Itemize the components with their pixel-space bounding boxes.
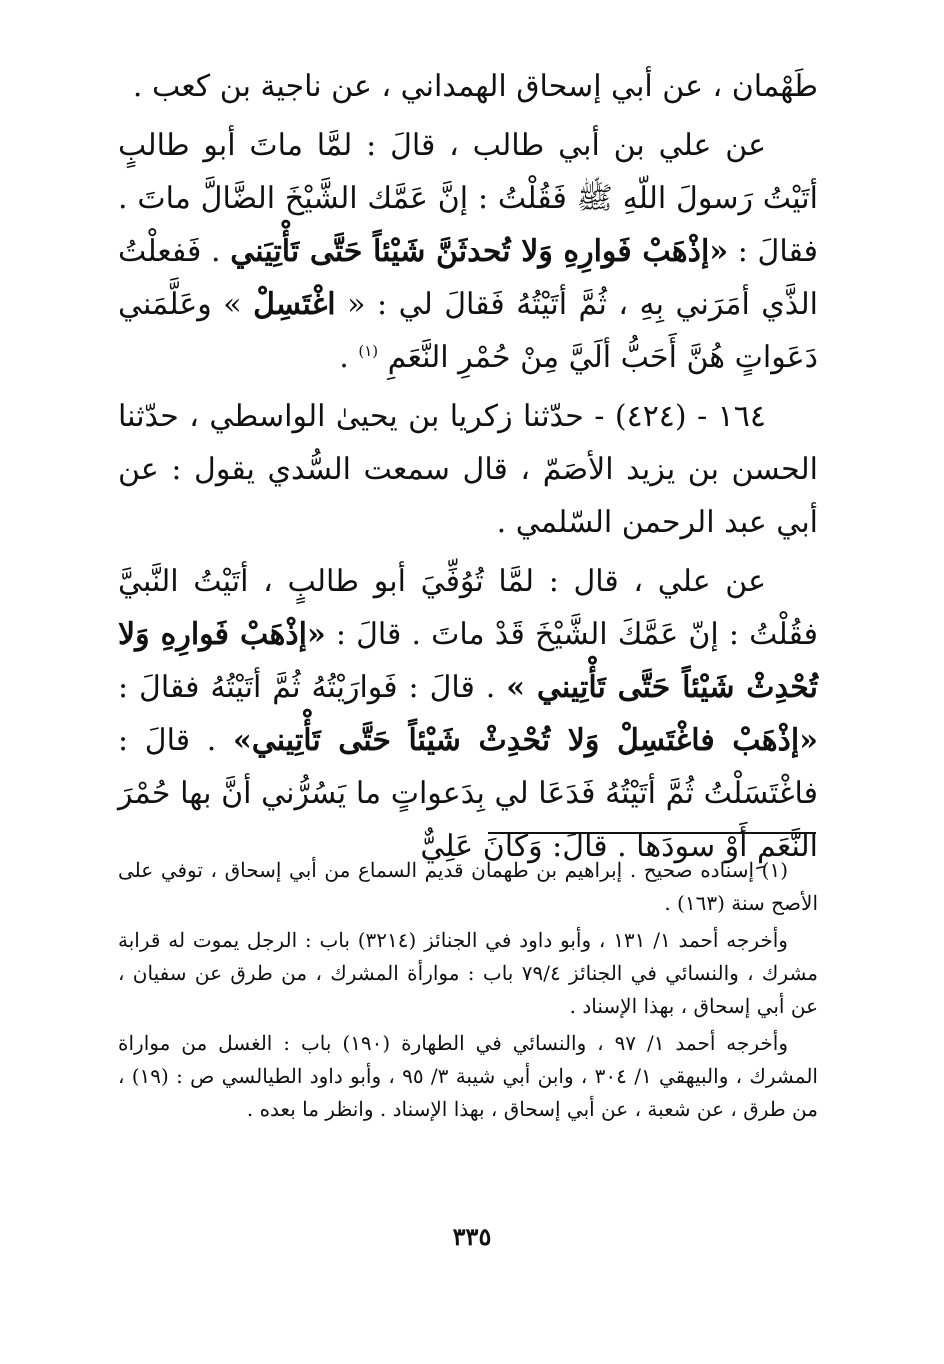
matn-quote: «إذْهَبْ فَوارِهِ وَلا تُحدثَنَّ شَيْئاً حَتَّى تَأْتِيَني [230,234,729,269]
page-number: ٣٣٥ [452,1222,492,1251]
footnote-ref: (١) [358,342,379,360]
footnote-separator [488,832,816,834]
matn-text: عن علي بن أبي طالب ، قالَ : لمَّا ماتَ أبو طالبٍ أتَيْتُ رَسولَ اللّهِ ﷺ فَقُلْتُ : إنَّ عَمَّك الشَّيْخَ الضَّالَّ ماتَ . فقالَ : [118,128,818,269]
matn-quote: «إذْهَبْ فَوارِهِ وَلا تُحْدِثْ شَيْئاً حَتَّى تَأْتِيني » [118,617,819,705]
matn-quote: اغْتَسِلْ [253,287,336,322]
hadith-164-matn [118,555,818,873]
main-text [118,60,818,879]
matn-quote: «إذْهَبْ فاغْتَسِلْ وَلا تُحْدِثْ شَيْئاً حَتَّى تَأْتِيني» [233,723,818,758]
matn-text: . قالَ : فاغْتَسَلْتُ ثُمَّ أتَيْتُهُ فَدَعَا لي بِدَعواتٍ ما يَسُرُّني أنَّ بها حُمْرَ النَّعَمِ أَوْ سودَها . قالَ: وَكانَ عَلِيٌّ [118,723,818,864]
matn-text: . قالَ : فَوارَيْتُهُ ثُمَّ أتَيْتُهُ فقالَ : [118,670,507,705]
matn-text: . فَفعلْتُ الذَّي أمَرَني بِهِ ، ثُمَّ أتَيْتُهُ فَقالَ لي : « [118,234,818,322]
matn-text: . [339,340,359,375]
hadith-164-isnad: ١٦٤ - (٤٢٤) - حدّثنا زكريا بن يحيىٰ الواسطي ، حدّثنا الحسن بن يزيد الأصَمّ ، قال سمعت السُّدي يقول : عن أبي عبد الرحمن السّلمي . [118,399,818,540]
footnote-takhrij-1: وأخرجه أحمد ١/ ١٣١ ، وأبو داود في الجنائز (٣٢١٤) باب : الرجل يموت له قرابة مشرك ، والنسائي في الجنائز ٧٩/٤ باب : موارأة المشرك ، من طرق عن سفيان ، عن أبي إسحاق ، بهذا الإسناد . [118,928,818,1018]
footnote-takhrij-2: وأخرجه أحمد ١/ ٩٧ ، والنسائي في الطهارة (١٩٠) باب : الغسل من مواراة المشرك ، والبيهقي ١/ ٣٠٤ ، وابن أبي شيبة ٣/ ٩٥ ، وأبو داود الطيالسي ص : (١٩) ، من طرق ، عن شعبة ، عن أبي إسحاق ، بهذا الإسناد . وانظر ما بعده . [118,1031,818,1121]
hadith-163-matn [118,119,818,384]
matn-text: عن علي ، قال : لمَّا تُوُفِّيَ أبو طالبٍ ، أتَيْتُ النَّبيَّ فقُلْتُ : إنّ عَمَّكَ الشَّيْخَ قَدْ ماتَ . قالَ : [118,564,818,652]
isnad-continuation: طَهْمان ، عن أبي إسحاق الهمداني ، عن ناجية بن كعب . [132,69,818,104]
matn-text: » وعَلَّمَني دَعَواتٍ هُنَّ أَحَبُّ ألَيَّ مِنْ حُمْرِ النَّعَمِ [118,287,818,375]
footnote-1: (١) إسناده صحيح . إبراهيم بن طهمان قديم السماع من أبي إسحاق ، توفي على الأصح سنة (١٦٣) . [118,858,818,915]
footnotes [118,854,818,1130]
